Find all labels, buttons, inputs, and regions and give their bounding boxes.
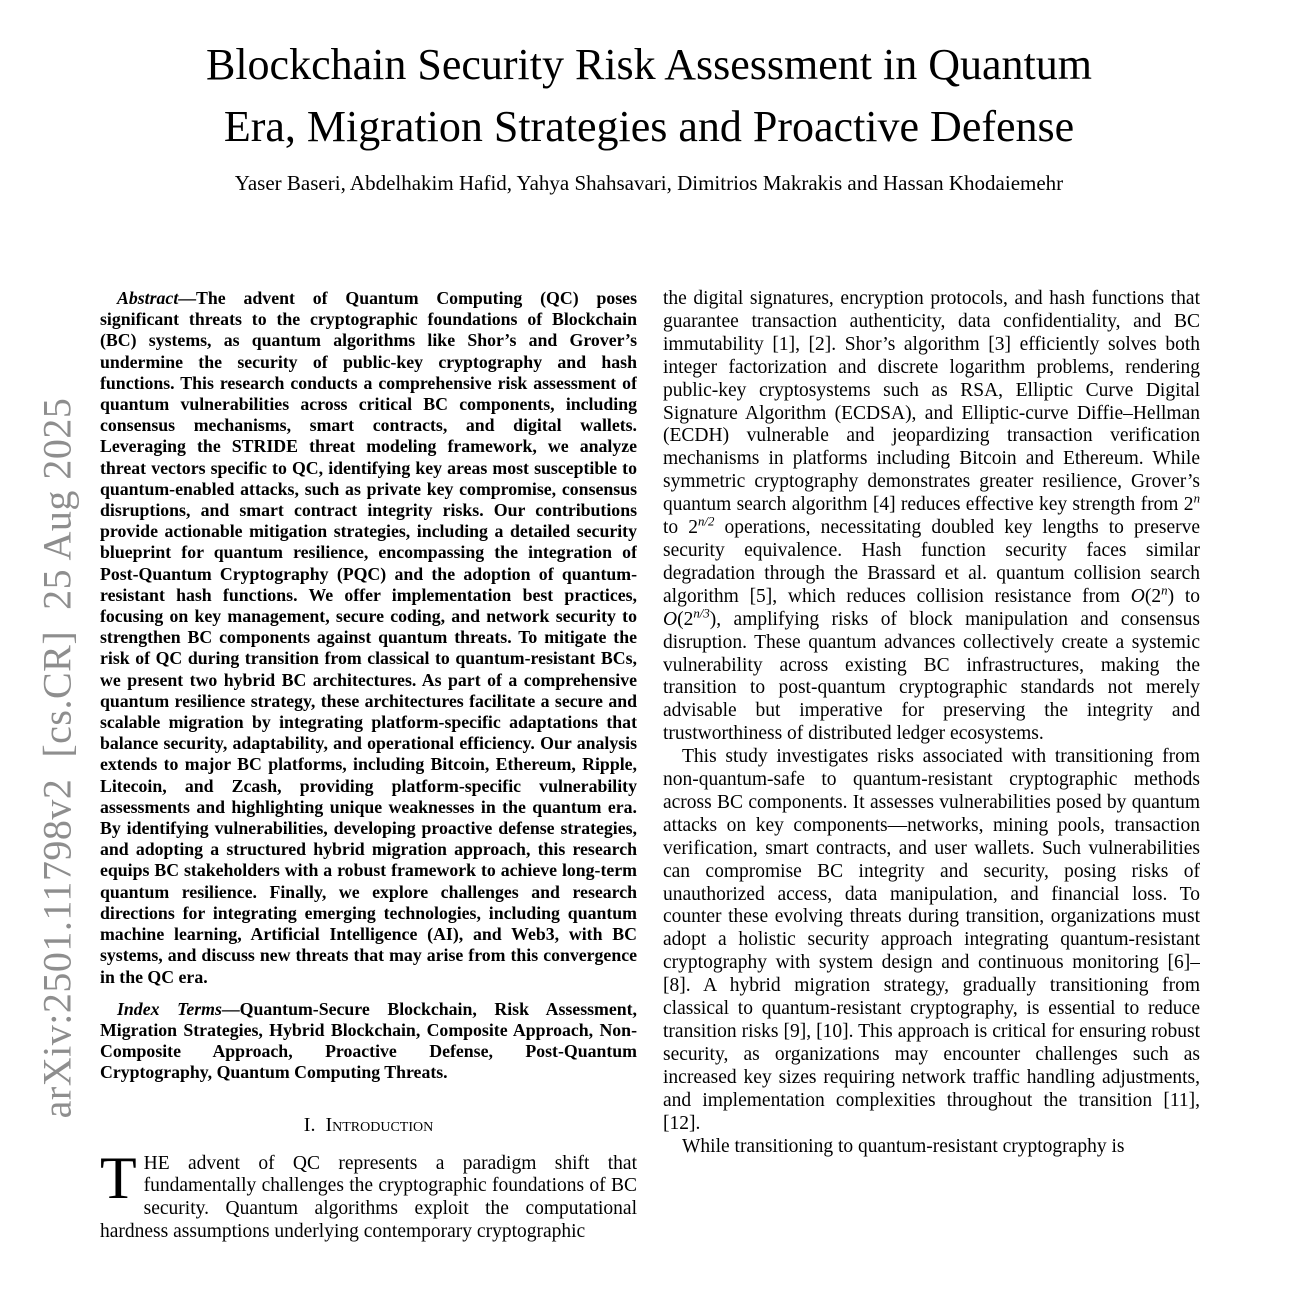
continuation-text: (2 bbox=[1144, 585, 1162, 607]
math-superscript: n/3 bbox=[693, 606, 710, 621]
continuation-text: the digital signatures, encryption protocols, and hash functions that guarantee transaction authenticity, data confidentiality, and BC immutability [1], [2]. Shor’s algorithm [3] efficiently solves both integer factorization and discrete logarithm problems, rendering public-key cryptosystems such as RSA, Elliptic Curve Digital Signature Algorithm (ECDSA), and Elliptic-curve Diffie–Hellman (ECDH) vulnerable and jeopardizing transaction verification mechanisms in platforms including Bitcoin and Ethereum. While symmetric cryptography demonstrates greater resilience, Grover’s quantum search algorithm [4] reduces effective key strength from 2 bbox=[663, 288, 1200, 516]
two-column-body bbox=[100, 288, 1200, 1298]
continuation-paragraph bbox=[663, 288, 1200, 746]
abstract-text: —The advent of Quantum Computing (QC) poses significant threats to the cryptographic foundations of Blockchain (BC) systems, as quantum algorithms like Shor’s and Grover’s undermine the security of public-key cryptography and hash functions. This research conducts a comprehensive risk assessment of quantum vulnerabilities across critical BC components, including consensus mechanisms, smart contracts, and digital wallets. Leveraging the STRIDE threat modeling framework, we analyze threat vectors specific to QC, identifying key areas most susceptible to quantum-enabled attacks, such as private key compromise, consensus disruptions, and smart contract integrity risks. Our contributions provide actionable mitigation strategies, including a detailed security blueprint for quantum resilience, encompassing the integration of Post-Quantum Cryptography (PQC) and the adoption of quantum-resistant hash functions. We offer implementation best practices, focusing on key management, secure coding, and network security to strengthen BC components against quantum threats. To mitigate the risk of QC during transition from classical to quantum-resistant BCs, we present two hybrid BC architectures. As part of a comprehensive quantum resilience strategy, these architectures facilitate a secure and scalable migration by integrating platform-specific adaptations that balance security, adaptability, and operational efficiency. Our analysis extends to major BC platforms, including Bitcoin, Ethereum, Ripple, Litecoin, and Zcash, providing platform-specific vulnerability assessments and highlighting unique weaknesses in the quantum era. By identifying vulnerabilities, developing proactive defense strategies, and adopting a structured hybrid migration approach, this research equips BC stakeholders with a robust framework to achieve long-term quantum resilience. Finally, we explore challenges and research directions for integrating emerging technologies, including quantum machine learning, Artificial Intelligence (AI), and Web3, with BC systems, and discuss new threats that may arise from this convergence in the QC era. bbox=[100, 288, 637, 987]
paper-header bbox=[0, 0, 1298, 196]
continuation-text: to 2 bbox=[663, 517, 698, 539]
paper-authors: Yaser Baseri, Abdelhakim Hafid, Yahya Shahsavari, Dimitrios Makrakis and Hassan Khodaiemehr bbox=[234, 171, 1064, 195]
arxiv-watermark: arXiv:2501.11798v2 [cs.CR] 25 Aug 2025 bbox=[34, 397, 80, 1119]
index-terms-paragraph bbox=[100, 999, 637, 1084]
introduction-paragraph-1-text: HE advent of QC represents a paradigm shift that fundamentally challenges the cryptographic foundations of BC security. Quantum algorithms exploit the computational hardness assumptions underlying contemporary cryptographic bbox=[100, 1152, 637, 1243]
math-superscript: n bbox=[1193, 491, 1200, 506]
continuation-text: (2 bbox=[677, 608, 694, 630]
section-heading-introduction bbox=[100, 1114, 637, 1137]
index-terms-label: Index Terms bbox=[117, 998, 222, 1019]
abstract-label: Abstract bbox=[117, 288, 179, 308]
paper-title bbox=[60, 34, 1238, 158]
math-big-o: O bbox=[663, 608, 678, 630]
math-superscript: n bbox=[1161, 583, 1168, 598]
index-terms-text: —Quantum-Secure Blockchain, Risk Assessment, Migration Strategies, Hybrid Blockchain, Composite Approach, Non-Composite Approach, Proactive Defense, Post-Quantum Cryptography, Quantum Computing Threats. bbox=[100, 998, 637, 1083]
paper-title-line2: Era, Migration Strategies and Proactive Defense bbox=[223, 102, 1075, 151]
left-column bbox=[100, 288, 637, 1298]
abstract-paragraph bbox=[100, 288, 637, 988]
transition-paragraph: While transitioning to quantum-resistant cryptography is bbox=[682, 1135, 1125, 1157]
dropcap-letter: T bbox=[100, 1144, 137, 1211]
continuation-text: operations, necessitating doubled key lengths to preserve security equivalence. Hash function security faces similar degradation through the Brassard et al. quantum collision search algorithm [5], which reduces collision resistance from bbox=[663, 517, 1200, 607]
section-title: Introduction bbox=[325, 1113, 434, 1136]
math-big-o: O bbox=[1130, 585, 1145, 607]
right-column bbox=[663, 288, 1200, 1298]
math-superscript: n/2 bbox=[697, 514, 715, 529]
section-number: I. bbox=[303, 1113, 316, 1136]
introduction-paragraph-1 bbox=[100, 1144, 637, 1245]
continuation-text: ), amplifying risks of block manipulation and consensus disruption. These quantum advances collectively create a systemic vulnerability across existing BC infrastructures, making the transition to post-quantum cryptographic standards not merely advisable but imperative for preserving the integrity and trustworthiness of distributed ledger ecosystems. bbox=[663, 608, 1200, 745]
paper-title-line1: Blockchain Security Risk Assessment in Quantum bbox=[205, 40, 1093, 89]
study-paragraph: This study investigates risks associated with transitioning from non-quantum-safe to quantum-resistant cryptographic methods across BC components. It assesses vulnerabilities posed by quantum attacks on key components—networks, mining pools, transaction verification, smart contracts, and user wallets. Such vulnerabilities can compromise BC integrity and security, posing risks of unauthorized access, data manipulation, and financial loss. To counter these evolving threats during transition, organizations must adopt a holistic security approach integrating quantum-resistant cryptography with system design and continuous monitoring [6]–[8]. A hybrid migration strategy, gradually transitioning from classical to quantum-resistant cryptography, is essential to reduce transition risks [9], [10]. This approach is critical for ensuring robust security, as organizations may encounter challenges such as increased key sizes requiring network traffic handling adjustments, and implementation complexities throughout the transition [11], [12]. bbox=[663, 746, 1200, 1134]
continuation-text: ) to bbox=[1167, 585, 1200, 607]
